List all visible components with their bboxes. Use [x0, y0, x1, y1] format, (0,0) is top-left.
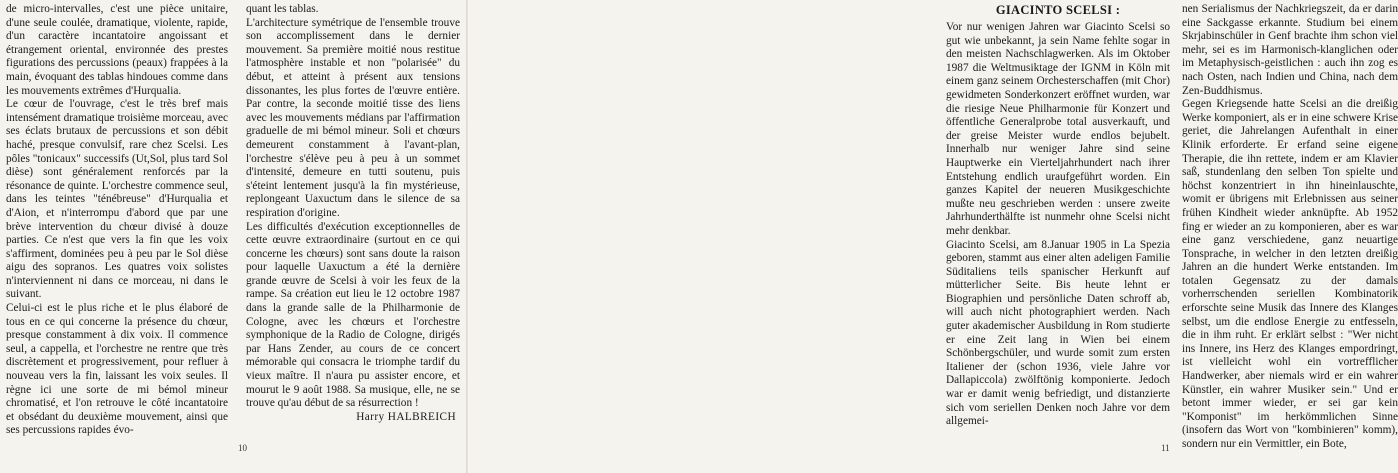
- paragraph: Le cœur de l'ouvrage, c'est le très bref mais intensément dramatique troisième morceau, avec ses éclats brutaux de percussions et son débit haché, presque convulsif, rare chez Scelsi. Les pôles "tonicaux" successifs (Ut,Sol, plus tard Sol dièse) sont généralement renforcés par la résonance de quinte. L'orchestre commence seul, dans les teintes "ténébreuse" d'Hurqualia et d'Aion, et n'interrompu d'abord que par une brève intervention du chœur divisé à douze parties. Ce n'est que vers la fin que les voix s'affirment, dominées peu à peu par le Sol dièse aigu des sopranos. Les quatres voix solistes n'interviennent ni dans ce morceau, ni dans le suivant.: [6, 98, 228, 301]
- right-page: [468, 0, 1398, 473]
- left-page: [0, 0, 466, 473]
- paragraph: Vor nur wenigen Jahren war Giacinto Scelsi so gut wie unbekannt, ja sein Name fehlte sogar in den meisten Nachschlagwerken. Als im Oktober 1987 die Weltmusiktage der IGNM in Köln mit einem ganz seinem Orchesterschaffen (mit Chor) gewidmeten Sonderkonzert eröffnet wurden, war die riesige Neue Philharmonie für Konzert und öffentliche Generalprobe total ausverkauft, und der greise Meister wurde endlos bejubelt. Innerhalb nur weniger Jahre sind seine Hauptwerke ein Vierteljahrhundert nach ihrer Entstehung endlich uraufgeführt worden. Ein ganzes Kapitel der neueren Musikgeschichte mußte neu geschrieben werden : unsere zweite Jahrhunderthälfte ist nunmehr ohne Scelsi nicht mehr denkbar.: [946, 21, 1170, 237]
- page-number: 10: [238, 443, 247, 453]
- right-page-column-2: [1182, 3, 1398, 452]
- left-page-column-1: [6, 3, 228, 438]
- paragraph: L'architecture symétrique de l'ensemble trouve son accomplissement dans le dernier mouvement. Sa première moitié nous restitue l'atmosphère instable et non "polarisée" du début, et atteint à présent aux tensions dissonantes, les plus fortes de l'œuvre entière. Par contre, la seconde moitié tisse des liens avec les mouvements médians par l'affirmation graduelle de mi bémol mineur. Soli et chœurs demeurent constamment à l'avant-plan, l'orchestre s'élève peu à peu à un sommet d'intensité, demeure en tutti soutenu, puis s'éteint lentement jusqu'à la fin mystérieuse, replongeant Uaxuctum dans le silence de sa respiration d'origine.: [246, 16, 460, 219]
- left-page-column-2: [246, 3, 460, 424]
- paragraph: Gegen Kriegsende hatte Scelsi an die dreißig Werke komponiert, als er in eine schwere Krise geriet, die Jahrelangen Aufenthalt in einer Klinik erforderte. Er erfand seine eigene Therapie, die ihn rettete, indem er am Klavier saß, stundenlang den selben Ton spielte und höchst konzentriert in ihn hineinlauschte, womit er übrigens mit Erlebnissen aus seiner frühen Kindheit wieder anknüpfte. Ab 1952 fing er wieder an zu komponieren, aber es war eine ganz verschiedene, ganz neuartige Tonsprache, in welcher in den letzten dreißig Jahren an die hundert Werke entstanden. Im totalen Gegensatz zu der damals vorherrschenden seriellen Kombinatorik erforschte seine Musik das Innere des Klanges selbst, um die endlose Energie zu entfesseln, die in ihm ruht. Er erklärt selbst : "Wer nicht ins Innere, ins Herz des Klanges empordringt, ist vielleicht wohl ein vortrefflicher Handwerker, aber niemals wird er ein wahrer Künstler, ein wahrer Musiker sein." Und er betont immer wieder, er sei gar kein "Komponist" im herkömmlichen Sinne (insofern das Wort von "kombinieren" komm), sondern nur ein Vermittler, ein Bote,: [1182, 98, 1398, 450]
- paragraph: quant les tablas.: [246, 3, 319, 15]
- paragraph: Les difficultés d'exécution exceptionnelles de cette œuvre extraordinaire (surtout en ce qui concerne les chœurs) sont sans doute la raison pour laquelle Uaxuctum a été la dernière grande œuvre de Scelsi à voir les feux de la rampe. Sa création eut lieu le 12 octobre 1987 dans la grande salle de la Philharmonie de Cologne, avec les chœurs et l'orchestre symphonique de la Radio de Cologne, dirigés par Hans Zender, au cours de ce concert mémorable qui consacra le triomphe tardif du vieux maître. Il n'aura pu assister encore, et mourut le 9 août 1988. Sa musique, elle, ne se trouve qu'au début de sa résurrection !: [246, 220, 460, 410]
- page-number: 11: [1161, 443, 1170, 453]
- paragraph: Giacinto Scelsi, am 8.Januar 1905 in La Spezia geboren, stammt aus einer alten adeligen Familie Süditaliens teils spanischer Herkunft auf mütterlicher Seite. Bis heute lehnt er Biographien und persönliche Daten schroff ab, will auch nicht photographiert werden. Nach guter akademischer Ausbildung in Rom studierte er eine Zeit lang in Wien bei einem Schönbergschüler, und wurde somit zum ersten Italiener der (schon 1936, viele Jahre vor Dallapiccola) zwölftönig komponierte. Jedoch war er damit wenig befriedigt, und distanzierte sich vom seriellen Denken noch Jahre vor dem allgemei-: [946, 238, 1170, 428]
- right-page-column-1: [946, 3, 1170, 429]
- author-signature: Harry HALBREICH: [356, 410, 456, 423]
- paragraph: Celui-ci est le plus riche et le plus élaboré de tous en ce qui concerne la présence du chœur, presque constamment à dix voix. Il commence seul, a cappella, et l'orchestre ne rentre que très discrètement et progressivement, pour refluer à nouveau vers la fin, laissant les voix seules. Il règne ici une sorte de mi bémol mineur chromatisé, et l'on retrouve le côté incantatoire et obsédant du deuxième mouvement, ainsi que ses percussions rapides évo-: [6, 302, 228, 437]
- paragraph: nen Serialismus der Nachkriegszeit, da er darin eine Sackgasse erkannte. Studium bei einem Skrjabinschüler in Genf brachte ihm schon viel mehr, sei es im Harmonisch-klanglichen oder im Metaphysisch-geistlichen : auch ihn zog es nach Osten, nach Indien und China, nach dem Zen-Buddhismus.: [1182, 3, 1398, 97]
- paragraph: de micro-intervalles, c'est une pièce unitaire, d'une seule coulée, dramatique, violente, rapide, d'un caractère incantatoire angoissant et étrangement oriental, environnée des prestes figurations des percussions (peaux) frappées à la main, évoquant des tablas hindoues comme dans les mouvements extrêmes d'Hurqualia.: [6, 3, 228, 97]
- section-heading: GIACINTO SCELSI :: [995, 3, 1121, 17]
